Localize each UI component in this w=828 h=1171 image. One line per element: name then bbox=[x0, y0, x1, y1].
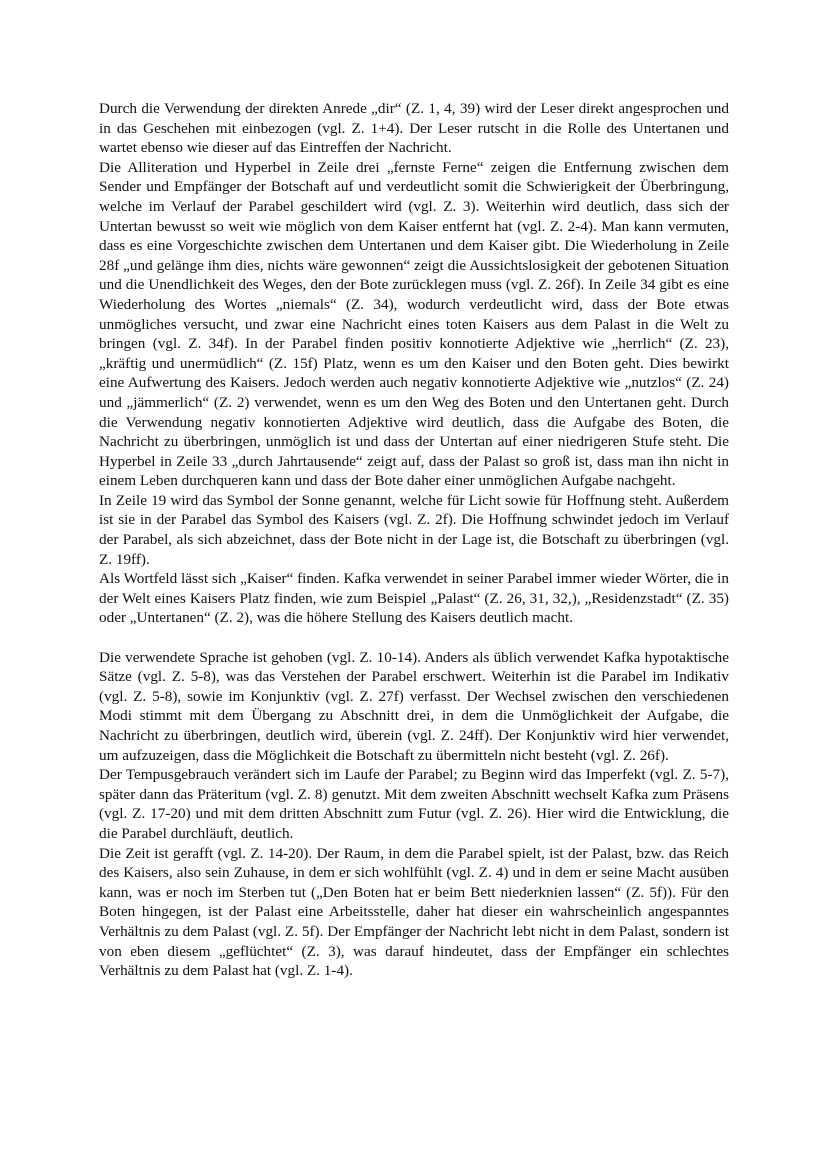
paragraph-language: Die verwendete Sprache ist gehoben (vgl. Z. 10-14). Anders als üblich verwendet Kafka hypotaktische Sätze (vgl. Z. 5-8), was das Verstehen der Parabel erschwert. Weiterhin ist die Parabel im Indikativ (vgl. Z. 5-8), sowie im Konjunktiv (vgl. Z. 27f) verfasst. Der Wechsel zwischen den verschiedenen Modi stimmt mit dem Übergang zu Abschnitt drei, in dem die Unmöglichkeit der Aufgabe, die Nachricht zu überbringen, deutlich wird, überein (vgl. Z. 24ff). Der Konjunktiv wird hier verwendet, um aufzuzeigen, dass die Möglichkeit die Botschaft zu übermitteln nicht besteht (vgl. Z. 26f). bbox=[99, 648, 729, 764]
paragraph-sun-symbol: In Zeile 19 wird das Symbol der Sonne genannt, welche für Licht sowie für Hoffnung steht. Außerdem ist sie in der Parabel das Symbol des Kaisers (vgl. Z. 2f). Die Hoffnung schwindet jedoch im Verlauf der Parabel, als sich abzeichnet, dass der Bote nicht in der Lage ist, die Botschaft zu überbringen (vgl. Z. 19ff). bbox=[99, 491, 729, 568]
paragraph-direct-address: Durch die Verwendung der direkten Anrede „dir“ (Z. 1, 4, 39) wird der Leser direkt angesprochen und in das Geschehen mit einbezogen (vgl. Z. 1+4). Der Leser rutscht in die Rolle des Untertanen und wartet ebenso wie dieser auf das Eintreffen der Nachricht. bbox=[99, 100, 729, 157]
paragraph-tense: Der Tempusgebrauch verändert sich im Laufe der Parabel; zu Beginn wird das Imperfekt (vgl. Z. 5-7), später dann das Präteritum (vgl. Z. 8) genutzt. Mit dem zweiten Abschnitt wechselt Kafka zum Präsens (vgl. Z. 17-20) und mit dem dritten Abschnitt zum Futur (vgl. Z. 26). Hier wird die Entwicklung, die die Parabel durchläuft, deutlich. bbox=[99, 766, 729, 842]
paragraph-alliteration-hyperbole: Die Alliteration und Hyperbel in Zeile drei „fernste Ferne“ zeigen die Entfernung zwischen dem Sender und Empfänger der Botschaft auf und verdeutlicht somit die Schwierigkeit der Überbringung, welche im Verlauf der Parabel geschildert wird (vgl. Z. 3). Weiterhin wird deutlich, dass sich der Untertan bewusst so weit wie möglich von dem Kaiser entfernt hat (vgl. Z. 2-4). Man kann vermuten, dass es eine Vorgeschichte zwischen dem Untertanen und dem Kaiser gibt. Die Wiederholung in Zeile 28f „und gelänge ihm dies, nichts wäre gewonnen“ zeigt die Aussichtslosigkeit der gebotenen Situation und die Unendlichkeit des Weges, den der Bote zurücklegen muss (vgl. Z. 26f). In Zeile 34 gibt es eine Wiederholung des Wortes „niemals“ (Z. 34), wodurch verdeutlicht wird, dass der Bote etwas unmögliches versucht, und zwar eine Nachricht eines toten Kaisers aus dem Palast in die Welt zu bringen (vgl. Z. 34f). In der Parabel finden positiv konnotierte Adjektive wie „herrlich“ (Z. 23), „kräftig und unermüdlich“ (Z. 15f) Platz, wenn es um den Kaiser und den Boten geht. Dies bewirkt eine Aufwertung des Kaisers. Jedoch werden auch negativ konnotierte Adjektive wie „nutzlos“ (Z. 24) und „jämmerlich“ (Z. 2) verwendet, wenn es um den Weg des Boten und den Untertanen geht. Durch die Verwendung negativ konnotierten Adjektive wird deutlich, dass die Aufgabe des Boten, die Nachricht zu überbringen, unmöglich ist und dass der Untertan auf einer niedrigeren Stufe steht. Die Hyperbel in Zeile 33 „durch Jahrtausende“ zeigt auf, dass der Palast so groß ist, dass man ihn nicht in einem Leben durchqueren kann und dass der Bote daher einer unmöglichen Aufgabe nachgeht. bbox=[99, 158, 729, 490]
paragraph-time-space: Die Zeit ist gerafft (vgl. Z. 14-20). Der Raum, in dem die Parabel spielt, ist der Palast, bzw. das Reich des Kaisers, also sein Zuhause, in dem er sich wohlfühlt (vgl. Z. 4) und in dem er seine Macht ausüben kann, was er noch im Sterben tut („Den Boten hat er beim Bett niederknien lassen“ (Z. 5f)). Für den Boten hingegen, ist der Palast eine Arbeitsstelle, daher hat dieser ein wahrscheinlich angespanntes Verhältnis zu dem Palast (vgl. Z. 5f). Der Empfänger der Nachricht lebt nicht in dem Palast, sondern ist von eben diesem „geflüchtet“ (Z. 3), was darauf hindeutet, dass der Empfänger ein schlechtes Verhältnis zu dem Palast hat (vgl. Z. 1-4). bbox=[99, 844, 729, 980]
paragraph-word-field: Als Wortfeld lässt sich „Kaiser“ finden. Kafka verwendet in seiner Parabel immer wieder Wörter, die in der Welt eines Kaisers Platz finden, wie zum Beispiel „Palast“ (Z. 26, 31, 32,), „Residenzstadt“ (Z. 35) oder „Untertanen“ (Z. 2), was die höhere Stellung des Kaisers deutlich macht. bbox=[99, 570, 729, 627]
document-body bbox=[99, 99, 729, 981]
paragraph-spacer bbox=[99, 628, 729, 648]
